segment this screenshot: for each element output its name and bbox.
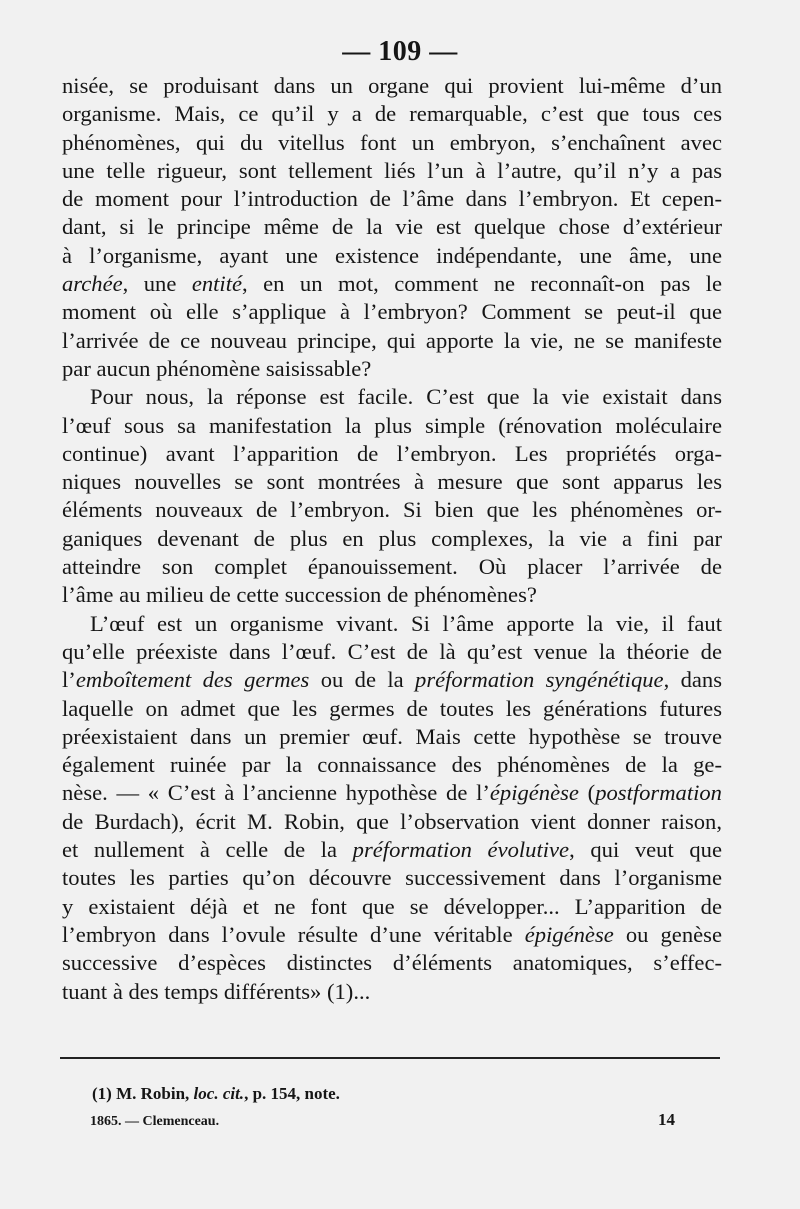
body-text xyxy=(62,72,722,1006)
italic-text: emboîtement des germes xyxy=(75,667,310,693)
text-segment: l’âme au milieu de cette succession de phénomènes? xyxy=(62,582,537,608)
text-line xyxy=(62,185,722,213)
text-segment: éléments nouveaux de l’embryon. Si bien que les phénomènes or- xyxy=(62,497,722,523)
text-segment: moment où elle s’applique à l’embryon? Comment se peut-il que xyxy=(62,299,722,325)
footnote-separator xyxy=(60,1057,720,1059)
text-segment: , dans xyxy=(663,667,723,693)
text-line xyxy=(62,468,722,496)
text-line xyxy=(62,978,722,1006)
text-segment: successive d’espèces distinctes d’éléments anatomiques, s’effec- xyxy=(62,950,722,976)
text-line xyxy=(62,72,722,100)
text-segment: l’arrivée de ce nouveau principe, qui apporte la vie, ne se manifeste xyxy=(62,327,722,353)
text-line xyxy=(62,893,722,921)
text-segment: nèse. — « C’est à l’ancienne hypothèse de l’ xyxy=(62,780,490,806)
text-line xyxy=(62,440,722,468)
text-segment: nisée, se produisant dans un organe qui provient lui-même d’un xyxy=(62,73,722,98)
text-line xyxy=(62,779,722,807)
text-segment: y existaient déjà et ne font que se développer... L’apparition de xyxy=(62,893,722,919)
text-line xyxy=(62,327,722,355)
text-segment: ganiques devenant de plus en plus complexes, la vie a fini par xyxy=(62,525,722,551)
page-number: — 109 — xyxy=(342,36,458,67)
text-line xyxy=(62,383,722,411)
text-line xyxy=(62,723,722,751)
text-segment: préexistaient dans un premier œuf. Mais cette hypothèse se trouve xyxy=(62,723,722,749)
italic-text: entité xyxy=(191,271,243,297)
text-line xyxy=(62,864,722,892)
text-segment: l’œuf sous sa manifestation la plus simple (rénovation moléculaire xyxy=(62,412,722,438)
text-segment: qu’elle préexiste dans l’œuf. C’est de là qu’est venue la théorie de xyxy=(62,638,722,664)
text-line xyxy=(62,100,722,128)
text-segment: niques nouvelles se sont montrées à mesure que sont apparus les xyxy=(62,469,722,495)
italic-text: épigénèse xyxy=(524,921,614,947)
text-line xyxy=(62,496,722,524)
text-segment: une telle rigueur, sont tellement liés l’un à l’autre, qu’il n’y a pas xyxy=(62,157,722,183)
text-segment: et nullement à celle de la xyxy=(62,837,353,863)
text-line xyxy=(62,921,722,949)
text-line xyxy=(62,949,722,977)
text-line xyxy=(62,581,722,609)
text-segment: toutes les parties qu’on découvre successivement dans l’organisme xyxy=(62,865,722,891)
text-segment: laquelle on admet que les germes de toutes les générations futures xyxy=(62,695,722,721)
footnote-author: M. Robin, xyxy=(116,1084,194,1103)
text-segment: , en un mot, comment ne reconnaît-on pas le xyxy=(242,271,722,297)
text-segment: à l’organisme, ayant une existence indépendante, une âme, une xyxy=(62,242,722,268)
footnote-ref: loc. cit. xyxy=(193,1084,245,1103)
text-line xyxy=(62,610,722,638)
text-segment: dant, si le principe même de la vie est quelque chose d’extérieur xyxy=(62,214,722,240)
text-segment: , qui veut que xyxy=(569,837,722,863)
text-line xyxy=(62,525,722,553)
text-line xyxy=(62,129,722,157)
text-line xyxy=(62,808,722,836)
text-line xyxy=(62,638,722,666)
italic-text: préformation évolutive xyxy=(352,837,570,863)
italic-text: épigénèse xyxy=(489,780,579,806)
text-segment: ou de la xyxy=(309,667,416,693)
printer-signature: 1865. — Clemenceau. xyxy=(90,1114,220,1129)
footnote xyxy=(92,1084,340,1104)
sheet-number: 14 xyxy=(658,1110,675,1129)
text-segment: l’embryon dans l’ovule résulte d’une véritable xyxy=(62,921,525,947)
italic-text: archée xyxy=(62,271,123,297)
text-line xyxy=(62,553,722,581)
text-segment: tuant à des temps différents» (1)... xyxy=(62,978,371,1004)
text-segment: continue) avant l’apparition de l’embryon. Les propriétés orga- xyxy=(62,440,722,466)
text-line xyxy=(62,355,722,383)
text-line xyxy=(62,270,722,298)
text-line xyxy=(62,666,722,694)
text-line xyxy=(62,242,722,270)
text-segment: ( xyxy=(578,780,596,806)
text-segment: également ruinée par la connaissance des phénomènes de la ge- xyxy=(62,752,722,778)
italic-text: préformation syngénétique xyxy=(415,667,664,693)
text-segment: ou genèse xyxy=(613,921,722,947)
text-segment: , une xyxy=(122,271,192,297)
text-line xyxy=(62,157,722,185)
text-segment: L’œuf est un organisme vivant. Si l’âme apporte la vie, il faut xyxy=(90,610,722,636)
text-line xyxy=(62,751,722,779)
text-segment: de Burdach), écrit M. Robin, que l’observation vient donner raison, xyxy=(62,808,722,834)
text-line xyxy=(62,213,722,241)
text-segment: organisme. Mais, ce qu’il y a de remarquable, c’est que tous ces xyxy=(62,101,722,127)
text-segment: phénomènes, qui du vitellus font un embryon, s’enchaînent avec xyxy=(62,129,722,155)
text-line xyxy=(62,836,722,864)
text-segment: Pour nous, la réponse est facile. C’est que la vie existait dans xyxy=(90,384,722,410)
italic-text: postformation xyxy=(595,780,722,806)
text-segment: par aucun phénomène saisissable? xyxy=(62,355,372,381)
text-line xyxy=(62,695,722,723)
text-line xyxy=(62,412,722,440)
text-line xyxy=(62,298,722,326)
footnote-marker: (1) xyxy=(92,1084,112,1103)
text-segment: atteindre son complet épanouissement. Où placer l’arrivée de xyxy=(62,554,722,580)
text-segment: l’ xyxy=(62,667,76,693)
text-segment: de moment pour l’introduction de l’âme dans l’embryon. Et cepen- xyxy=(62,186,722,212)
footnote-rest: , p. 154, note. xyxy=(244,1084,340,1103)
